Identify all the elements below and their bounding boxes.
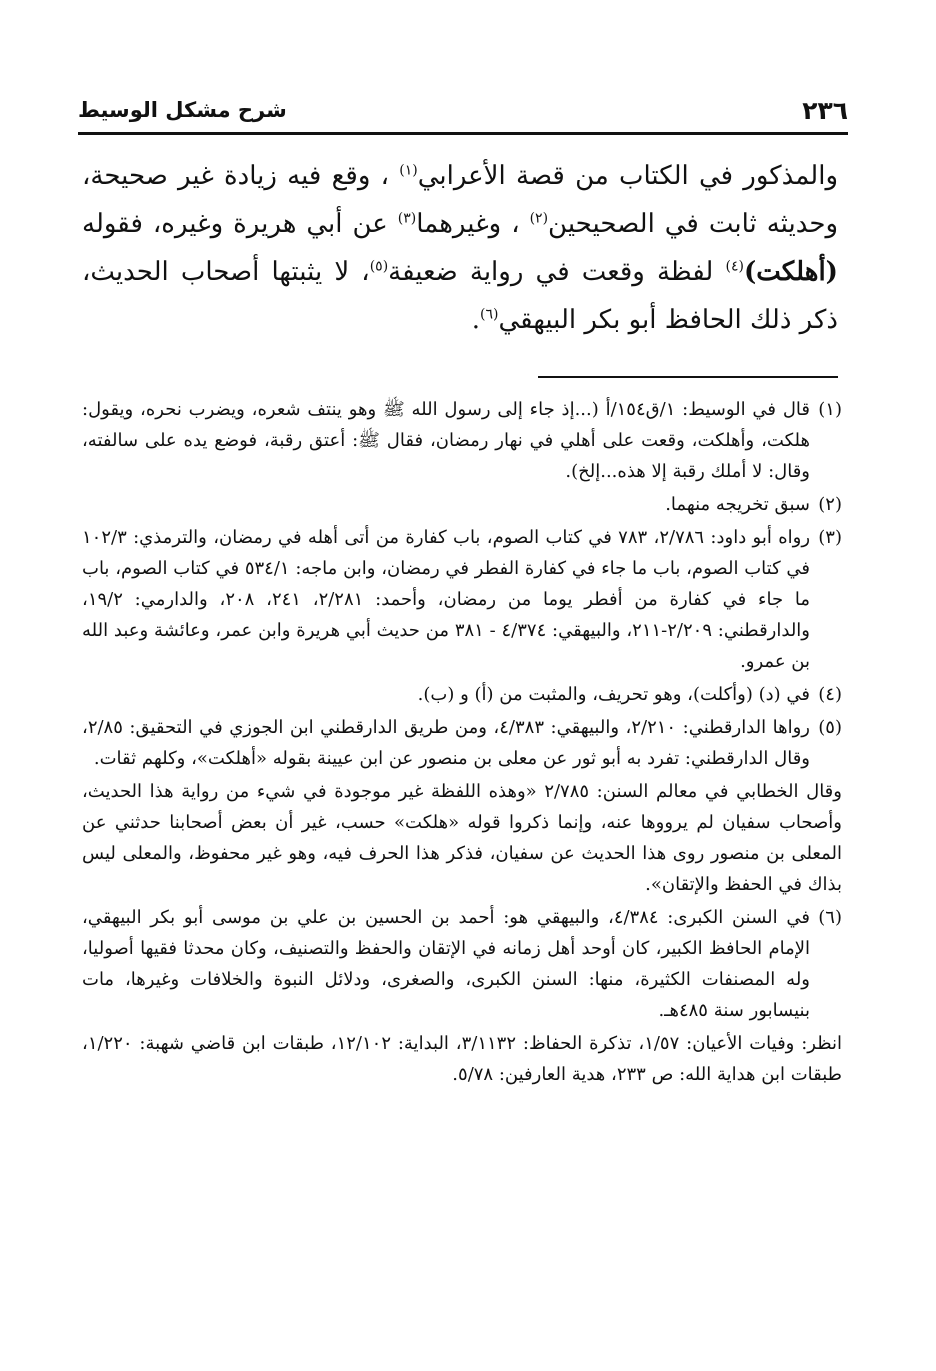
footnote-ref-4[interactable]: (٤): [725, 258, 744, 275]
footnote-text: وقال الخطابي في معالم السنن: ٢/٧٨٥ «وهذه اللفظة غير موجودة في شيء من رواية هذا الحديث، وأصحاب سفيان لم يرووها عنه، وإنما ذكروا قوله «هلكت» حسب، غير أن بعض أصحابنا حدثني عن المعلى بن منصور روى هذا الحديث عن سفيان، فذكر هذا الحرف فيه، وهو غير محفوظ، والمعلى ليس بذاك في الحفظ والإتقان».: [82, 781, 842, 895]
page-number: ٢٣٦: [802, 96, 848, 125]
footnote-item: [82, 679, 842, 710]
footnote-continuation: [82, 1028, 842, 1090]
main-paragraph: [82, 152, 838, 344]
footnote-text: رواها الدارقطني: ٢/٢١٠، والبيهقي: ٤/٣٨٣، ومن طريق الدارقطني ابن الجوزي في التحقيق: ٢/٨٥، وقال الدارقطني: تفرد به أبو ثور عن معلى بن منصور عن ابن عيينة بقوله «أهلكت»، وكلهم ثقات.: [82, 717, 811, 769]
footnotes: [82, 394, 842, 1092]
footnote-ref-2[interactable]: (٢): [529, 210, 549, 227]
footnote-ref-1[interactable]: (١): [399, 162, 418, 179]
footnote-text: انظر: وفيات الأعيان: ١/٥٧، تذكرة الحفاظ: ٣/١١٣٢، البداية: ١٢/١٠٢، طبقات ابن قاضي شهبة: ١/٢٢٠، طبقات ابن هداية الله: ص ٢٣٣، هدية العارفين: ٥/٧٨.: [82, 1033, 842, 1085]
running-title: شرح مشكل الوسيط: [78, 98, 287, 122]
footnote-separator: [538, 376, 838, 378]
footnote-number: (٤): [818, 684, 842, 705]
footnote-text: سبق تخريجه منهما.: [665, 494, 810, 515]
footnote-item: [82, 522, 842, 677]
main-text-segment: .: [471, 305, 481, 335]
footnote-number: (٢): [818, 494, 842, 515]
main-text-segment: والمذكور في الكتاب من قصة الأعرابي: [417, 161, 839, 191]
footnote-number: (١): [818, 399, 842, 420]
footnote-text: في (د) (وأكلت)، وهو تحريف، والمثبت من (أ) و (ب).: [417, 684, 810, 705]
page-header: [78, 96, 848, 130]
footnote-text: رواه أبو داود: ٢/٧٨٦، ٧٨٣ في كتاب الصوم، باب كفارة من أتى أهله في رمضان، والترمذي: ١٠٢/٣ في كتاب الصوم، باب ما جاء في كفارة الفطر في رمضان، وابن ماجه: ٥٣٤/١ في كتاب الصوم، باب ما جاء في كفارة من أفطر يوما من رمضان، وأحمد: ٢/٢٨١، ٢٤١، ٢٠٨، والدارمي: ١٩/٢، والدارقطني: ٢/٢٠٩-٢١١، والبيهقي: ٤/٣٧٤ - ٣٨١ من حديث أبي هريرة وابن عمر، وعائشة وعبد الله بن عمرو.: [82, 527, 811, 672]
main-text-segment: ، وغيرهما: [416, 209, 520, 239]
footnote-item: [82, 489, 842, 520]
footnote-number: (٣): [818, 527, 842, 548]
main-text-segment: ، وقع فيه زيادة غير صحيحة، وحديثه ثابت في الصحيحين: [82, 161, 839, 239]
footnote-number: (٥): [818, 717, 842, 738]
main-body: [82, 152, 838, 344]
header-rule: [78, 132, 848, 135]
main-text-segment: لفظة وقعت في رواية ضعيفة: [388, 257, 714, 287]
main-text-segment: ، لا يثبتها أصحاب الحديث، ذكر ذلك الحافظ أبو بكر البيهقي: [82, 257, 838, 335]
footnote-ref-3[interactable]: (٣): [397, 210, 417, 227]
main-text-segment: عن أبي هريرة وغيره، فقوله: [82, 209, 388, 239]
footnote-ref-5[interactable]: (٥): [369, 258, 389, 275]
footnote-continuation: [82, 776, 842, 900]
footnote-ref-6[interactable]: (٦): [480, 306, 499, 323]
footnote-item: [82, 902, 842, 1026]
footnote-text: في السنن الكبرى: ٤/٣٨٤، والبيهقي هو: أحمد بن الحسين بن علي بن موسى أبو بكر البيهقي، الإمام الحافظ الكبير، كان أوحد أهل زمانه في الإتقان والحفظ والتصنيف، وكان محدثا فقيها أصوليا، وله المصنفات الكثيرة، منها: السنن الكبرى، والصغرى، ودلائل النبوة والخلافات وغيرها، مات بنيسابور سنة ٤٨٥هـ.: [82, 907, 810, 1021]
footnote-item: [82, 712, 842, 774]
footnote-number: (٦): [818, 907, 842, 928]
quoted-word: (أهلكت): [743, 257, 838, 287]
footnote-text: قال في الوسيط: ١/ق١٥٤/أ (...إذ جاء إلى رسول الله ﷺ وهو ينتف شعره، ويضرب نحره، ويقول: هلكت، وأهلكت، وقعت على أهلي في نهار رمضان، فقال ﷺ: أعتق رقبة، فوضع يده على سالفته، وقال: لا أملك رقبة إلا هذه...إلخ).: [82, 399, 810, 482]
footnote-item: [82, 394, 842, 487]
